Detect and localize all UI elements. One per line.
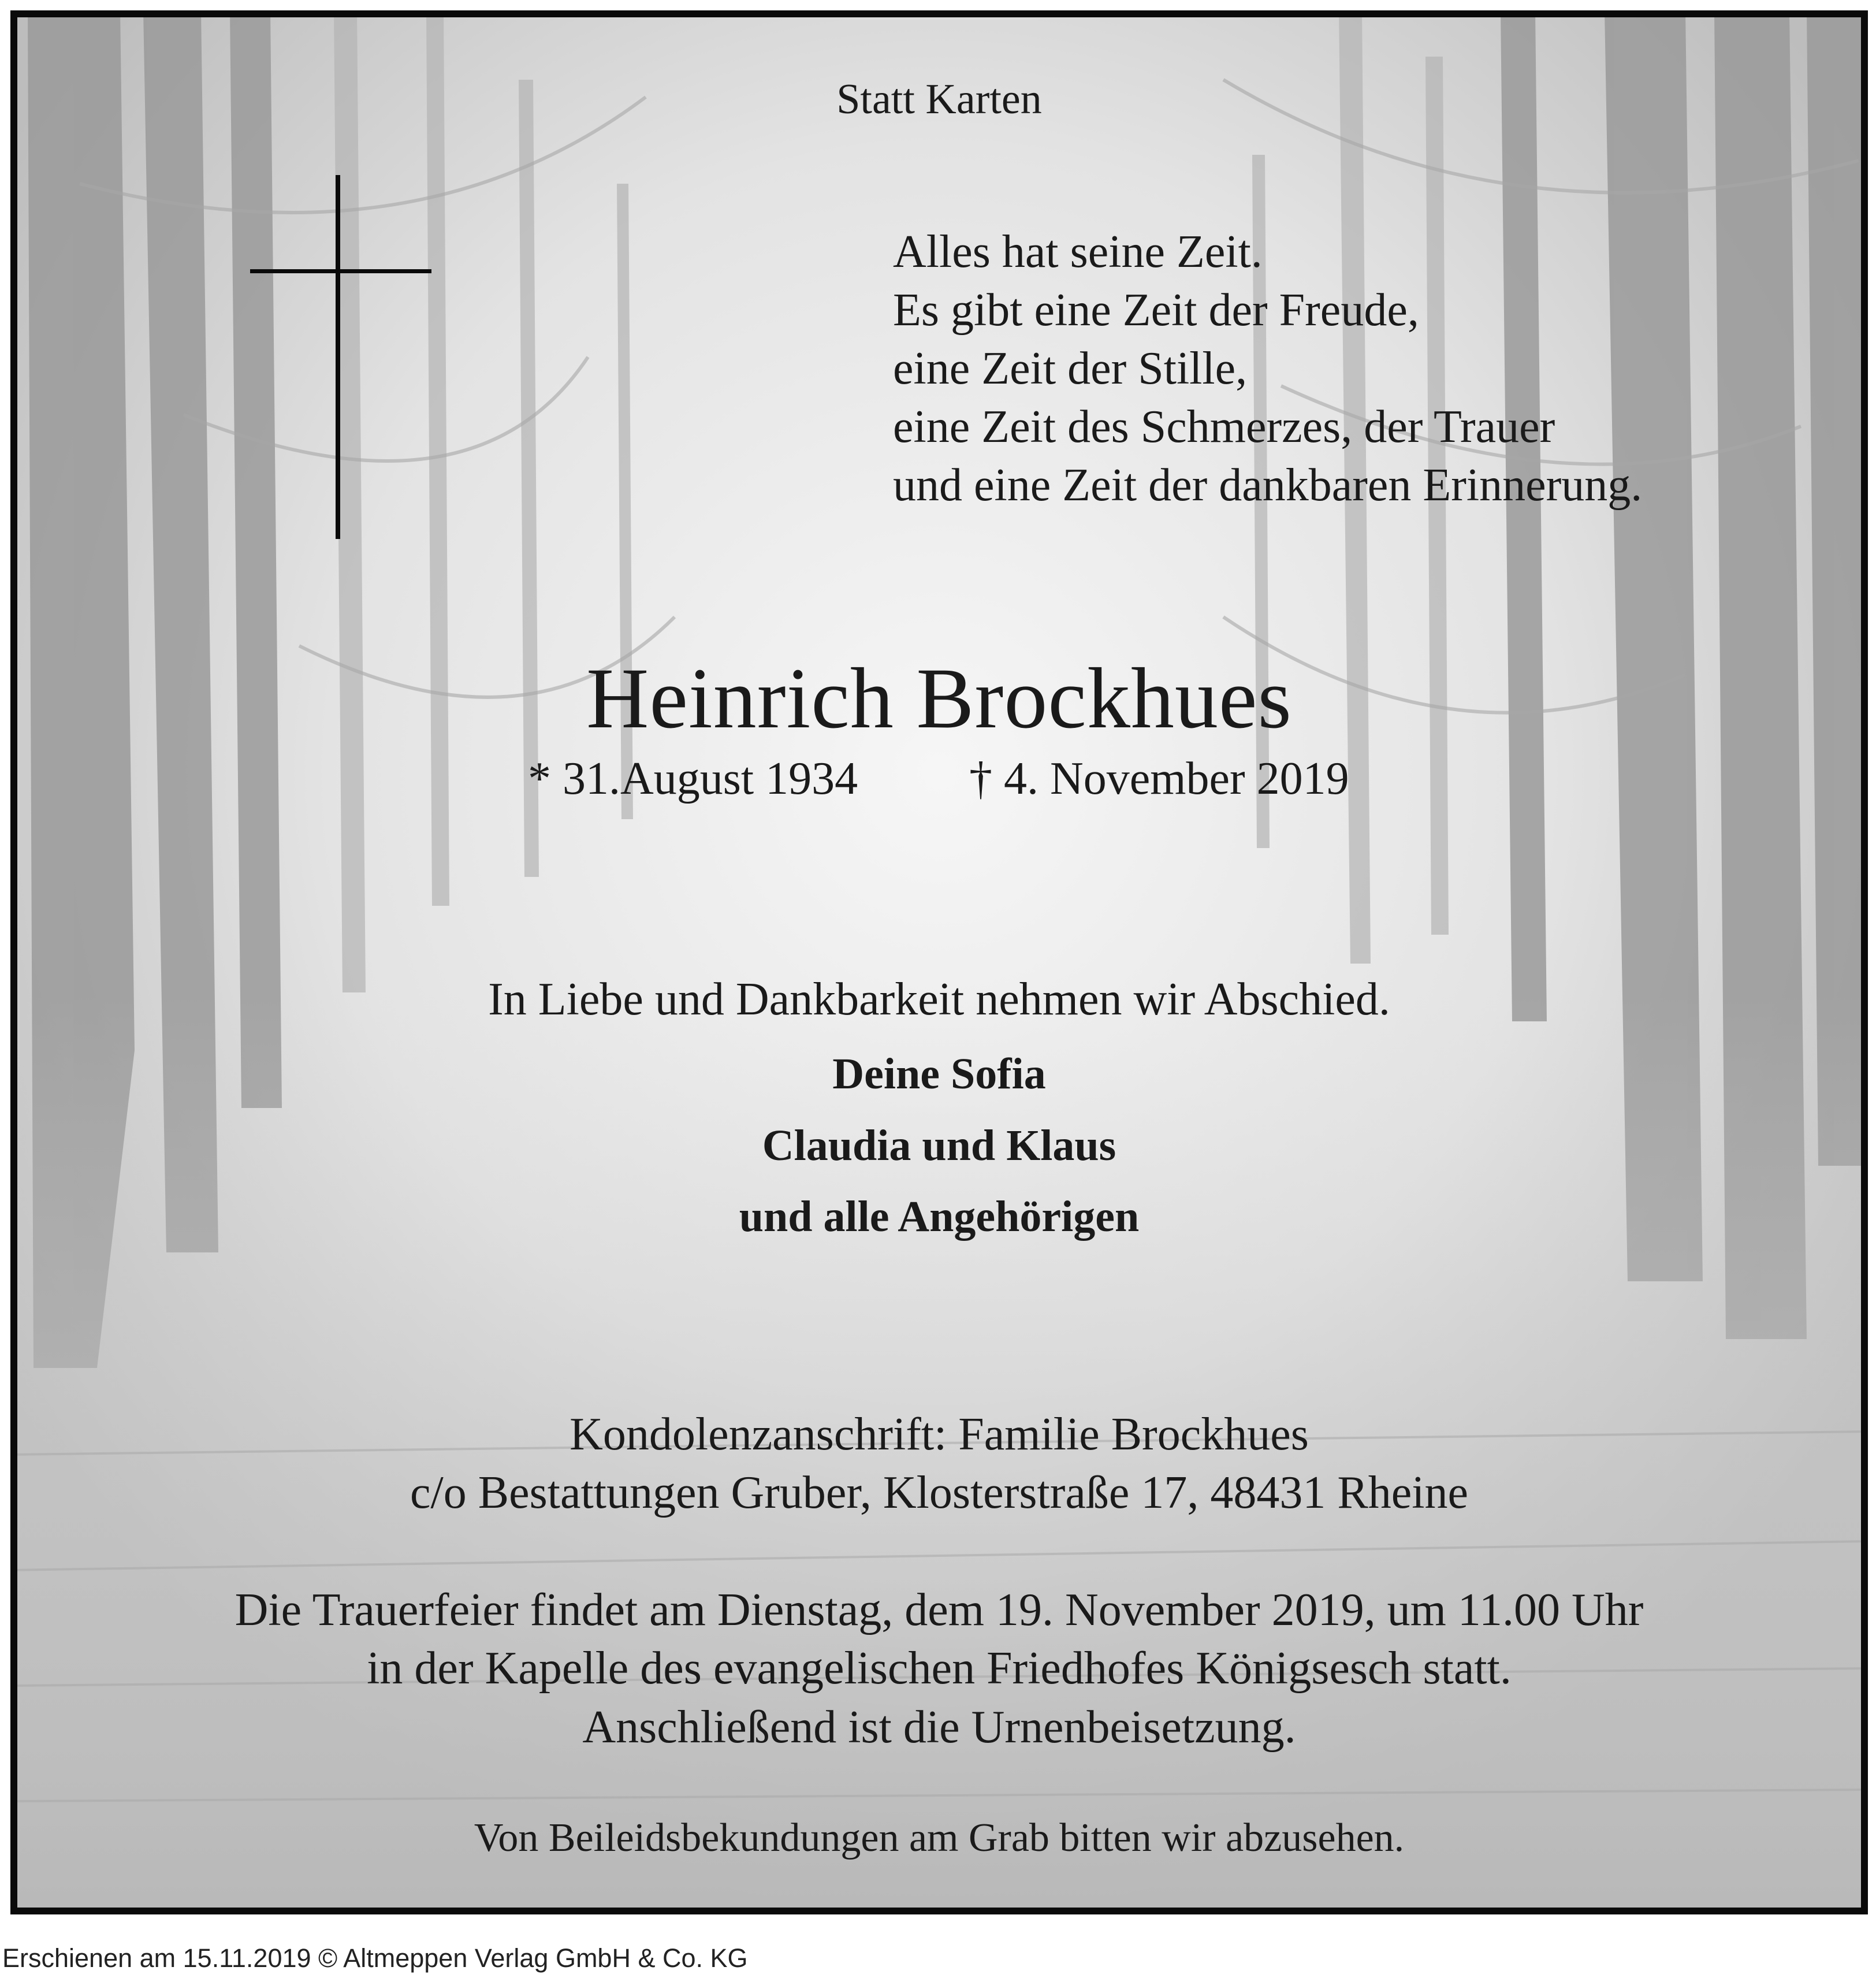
mourner-name: Deine Sofia <box>832 1050 1046 1098</box>
service-info-line: in der Kapelle des evangelischen Friedhofes Königsesch statt. <box>367 1643 1512 1694</box>
service-info-line: Die Trauerfeier findet am Dienstag, dem 19. November 2019, um 11.00 Uhr <box>234 1585 1644 1635</box>
service-info-line: Anschließend ist die Urnenbeisetzung. <box>582 1702 1296 1753</box>
cross-icon-bar <box>250 269 431 273</box>
condolence-address-line: Kondolenzanschrift: Familie Brockhues <box>570 1409 1309 1460</box>
condolence-address-line: c/o Bestattungen Gruber, Klosterstraße 17, 48431 Rheine <box>410 1467 1468 1518</box>
cross-icon <box>336 175 340 539</box>
publication-footer: Erschienen am 15.11.2019 © Altmeppen Verlag GmbH & Co. KG <box>2 1943 748 1973</box>
deceased-name: Heinrich Brockhues <box>586 650 1292 746</box>
mourner-name: und alle Angehörigen <box>739 1192 1140 1241</box>
poem <box>893 223 1642 515</box>
farewell-text: In Liebe und Dankbarkeit nehmen wir Abschied. <box>488 974 1390 1025</box>
poem-line: Es gibt eine Zeit der Freude, <box>893 285 1419 336</box>
closing-note: Von Beileidsbekundungen am Grab bitten wir abzusehen. <box>474 1816 1405 1860</box>
header-statt-karten: Statt Karten <box>836 76 1042 123</box>
obituary-notice <box>10 10 1868 1914</box>
mourner-name: Claudia und Klaus <box>762 1121 1116 1170</box>
birth-date: * 31.August 1934 <box>528 753 858 804</box>
poem-line: Alles hat seine Zeit. <box>893 226 1263 277</box>
death-date: † 4. November 2019 <box>969 753 1349 804</box>
poem-line: und eine Zeit der dankbaren Erinnerung. <box>893 460 1643 511</box>
poem-line: eine Zeit der Stille, <box>893 343 1248 394</box>
poem-line: eine Zeit des Schmerzes, der Trauer <box>893 401 1555 452</box>
